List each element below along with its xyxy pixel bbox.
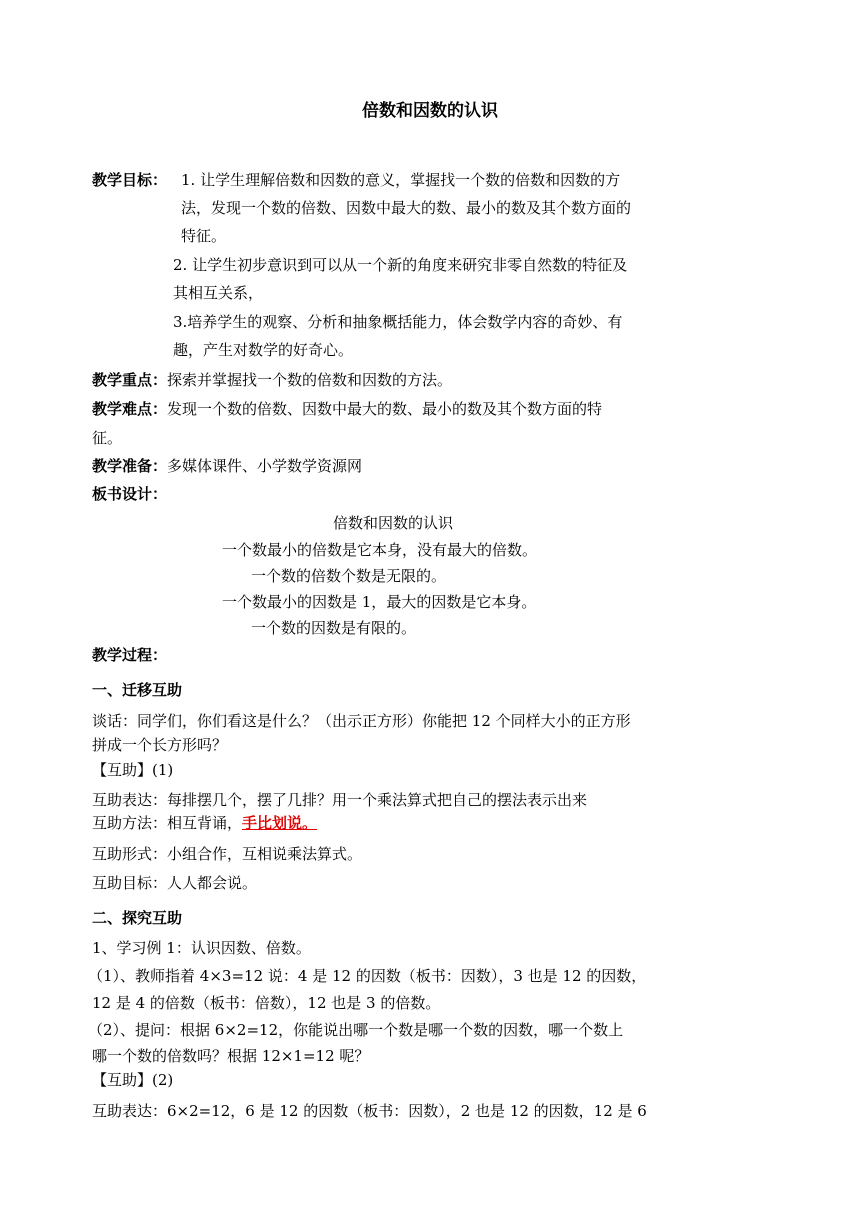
board-line-3: 一个数最小的因数是 1，最大的因数是它本身。: [222, 593, 537, 611]
section-2-point-1-line-2: 12 是 4 的倍数（板书：倍数），12 也是 3 的倍数。: [92, 994, 441, 1012]
section-1-method-prefix: 互助方法：相互背诵，: [92, 814, 243, 832]
difficulty: [92, 398, 602, 420]
section-2-expression: 互助表达：6×2=12，6 是 12 的因数（板书：因数），2 也是 12 的因数，12 是 6: [92, 1102, 647, 1120]
difficulty-text-line-1: 发现一个数的倍数、因数中最大的数、最小的数及其个数方面的特: [167, 400, 603, 418]
section-1-talk-line-1: 谈话：同学们，你们看这是什么？（出示正方形）你能把 12 个同样大小的正方形: [92, 712, 631, 730]
preparation-text: 多媒体课件、小学数学资源网: [167, 457, 363, 475]
section-2-point-1-line-1: （1）、教师指着 4×3=12 说：4 是 12 的因数（板书：因数），3 也是 12 的因数，: [88, 967, 647, 985]
preparation: [92, 455, 362, 477]
document-title: 倍数和因数的认识: [362, 101, 498, 121]
preparation-label: 教学准备：: [92, 457, 168, 475]
key-point-text: 探索并掌握找一个数的倍数和因数的方法。: [167, 371, 453, 389]
board-label: 板书设计：: [92, 485, 168, 503]
goal-3-line-1: 3.培养学生的观察、分析和抽象概括能力，体会数学内容的奇妙、有: [173, 313, 623, 331]
section-2-point-2-line-1: （2）、提问：根据 6×2=12，你能说出哪一个数是哪一个数的因数，哪一个数上: [88, 1021, 624, 1039]
difficulty-label: 教学难点：: [92, 400, 168, 418]
board-title: 倍数和因数的认识: [333, 514, 454, 532]
goal-1-line-1: 1. 让学生理解倍数和因数的意义，掌握找一个数的倍数和因数的方: [181, 171, 621, 189]
goals-label: 教学目标：: [92, 171, 168, 189]
key-point-label: 教学重点：: [92, 371, 168, 389]
section-2-help-tag: 【互助】(2): [92, 1071, 174, 1089]
goal-3-line-2: 趣，产生对数学的好奇心。: [173, 341, 354, 359]
section-1-method: [92, 812, 317, 834]
goal-1-line-3: 特征。: [181, 227, 227, 245]
section-1-form: 互助形式：小组合作，互相说乘法算式。: [92, 845, 363, 863]
key-point: [92, 369, 452, 391]
process-label: 教学过程：: [92, 646, 168, 664]
board-line-2: 一个数的倍数个数是无限的。: [251, 567, 447, 585]
goal-2-line-1: 2. 让学生初步意识到可以从一个新的角度来研究非零自然数的特征及: [173, 256, 628, 274]
section-1-help-tag: 【互助】(1): [92, 761, 174, 779]
section-1-heading: 一、迁移互助: [92, 681, 183, 699]
section-2-heading: 二、探究互助: [92, 909, 183, 927]
section-1-expression: 互助表达：每排摆几个，摆了几排？用一个乘法算式把自己的摆法表示出来: [92, 791, 588, 809]
board-line-1: 一个数最小的倍数是它本身，没有最大的倍数。: [222, 541, 538, 559]
board-line-4: 一个数的因数是有限的。: [251, 619, 417, 637]
section-1-talk-line-2: 拼成一个长方形吗？: [92, 736, 228, 754]
section-2-point-2-line-2: 哪一个数的倍数吗？根据 12×1=12 呢？: [92, 1047, 370, 1065]
goal-2-line-2: 其相互关系，: [173, 284, 264, 302]
difficulty-text-line-2: 征。: [92, 429, 123, 447]
section-2-example-1: 1、学习例 1：认识因数、倍数。: [92, 939, 311, 957]
section-1-target: 互助目标：人人都会说。: [92, 874, 258, 892]
section-1-method-highlight: 手比划说。: [242, 814, 318, 832]
goal-1-line-2: 法，发现一个数的倍数、因数中最大的数、最小的数及其个数方面的: [181, 199, 632, 217]
